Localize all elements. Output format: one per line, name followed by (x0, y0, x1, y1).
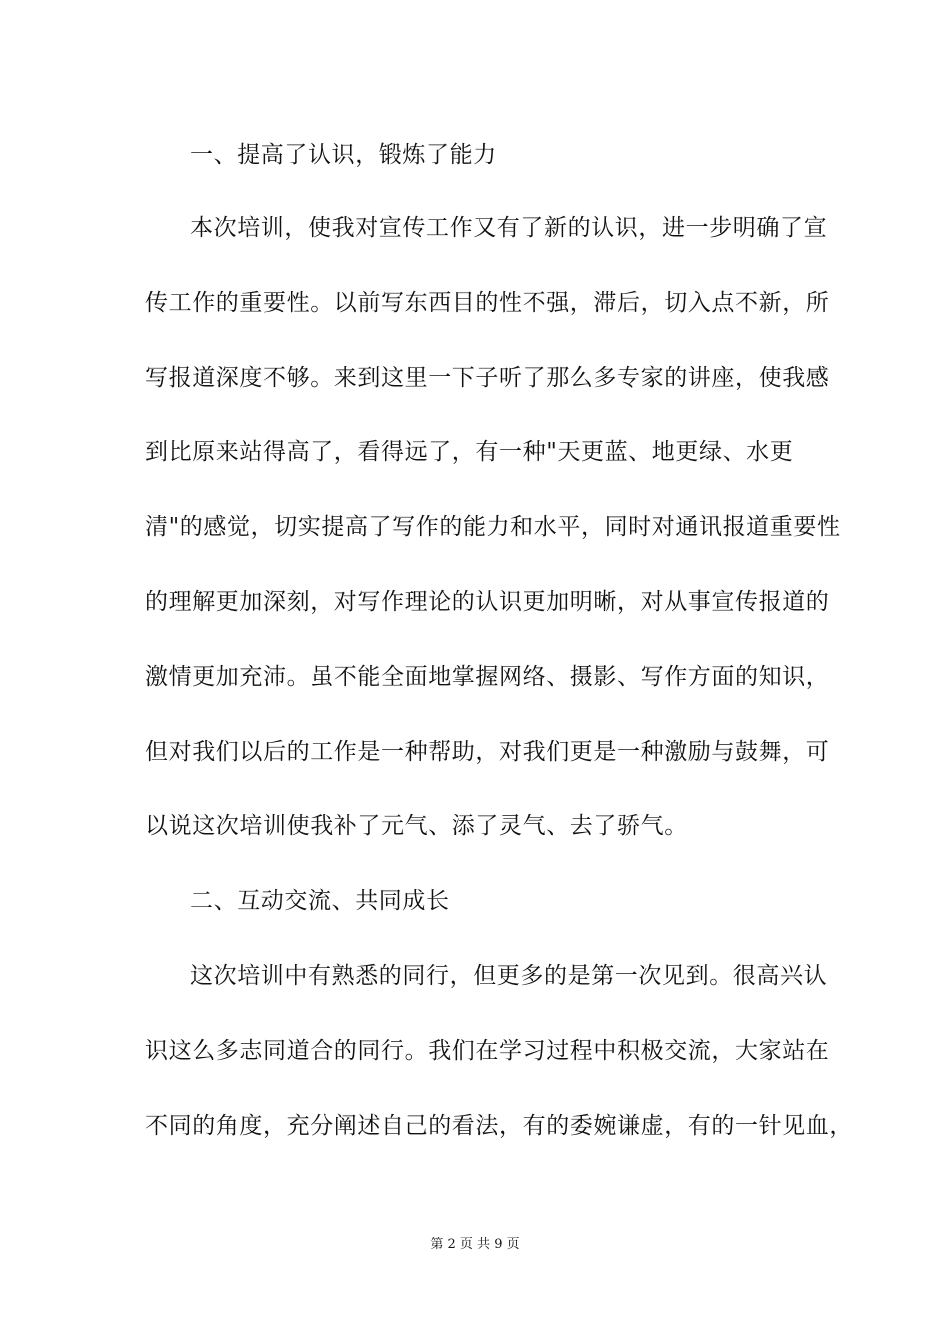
paragraph-line: 写报道深度不够。来到这里一下子听了那么多专家的讲座，使我感 (145, 365, 830, 391)
paragraph-line: 传工作的重要性。以前写东西目的性不强，滞后，切入点不新，所 (145, 290, 830, 316)
page-number-footer: 第 2 页 共 9 页 (430, 1237, 520, 1252)
paragraph-line: 激情更加充沛。虽不能全面地掌握网络、摄影、写作方面的知识， (145, 664, 830, 690)
paragraph-line: 这次培训中有熟悉的同行，但更多的是第一次见到。很高兴认 (190, 963, 828, 989)
paragraph-line: 但对我们以后的工作是一种帮助，对我们更是一种激励与鼓舞，可 (145, 739, 830, 765)
paragraph-line: 识这么多志同道合的同行。我们在学习过程中积极交流，大家站在 (145, 1038, 830, 1064)
section-heading-2: 二、互动交流、共同成长 (190, 888, 450, 914)
paragraph-line: 不同的角度，充分阐述自己的看法，有的委婉谦虚，有的一针见血， (145, 1113, 853, 1139)
paragraph-line: 本次培训，使我对宣传工作又有了新的认识，进一步明确了宣 (190, 215, 828, 241)
paragraph-line: 到比原来站得高了，看得远了，有一种"天更蓝、地更绿、水更 (145, 439, 794, 465)
section-heading-1: 一、提高了认识，锻炼了能力 (190, 142, 497, 168)
paragraph-line: 以说这次培训使我补了元气、添了灵气、去了骄气。 (145, 813, 688, 839)
paragraph-line: 清"的感觉，切实提高了写作的能力和水平，同时对通讯报道重要性 (145, 514, 841, 540)
paragraph-line: 的理解更加深刻，对写作理论的认识更加明晰，对从事宣传报道的 (145, 589, 830, 615)
